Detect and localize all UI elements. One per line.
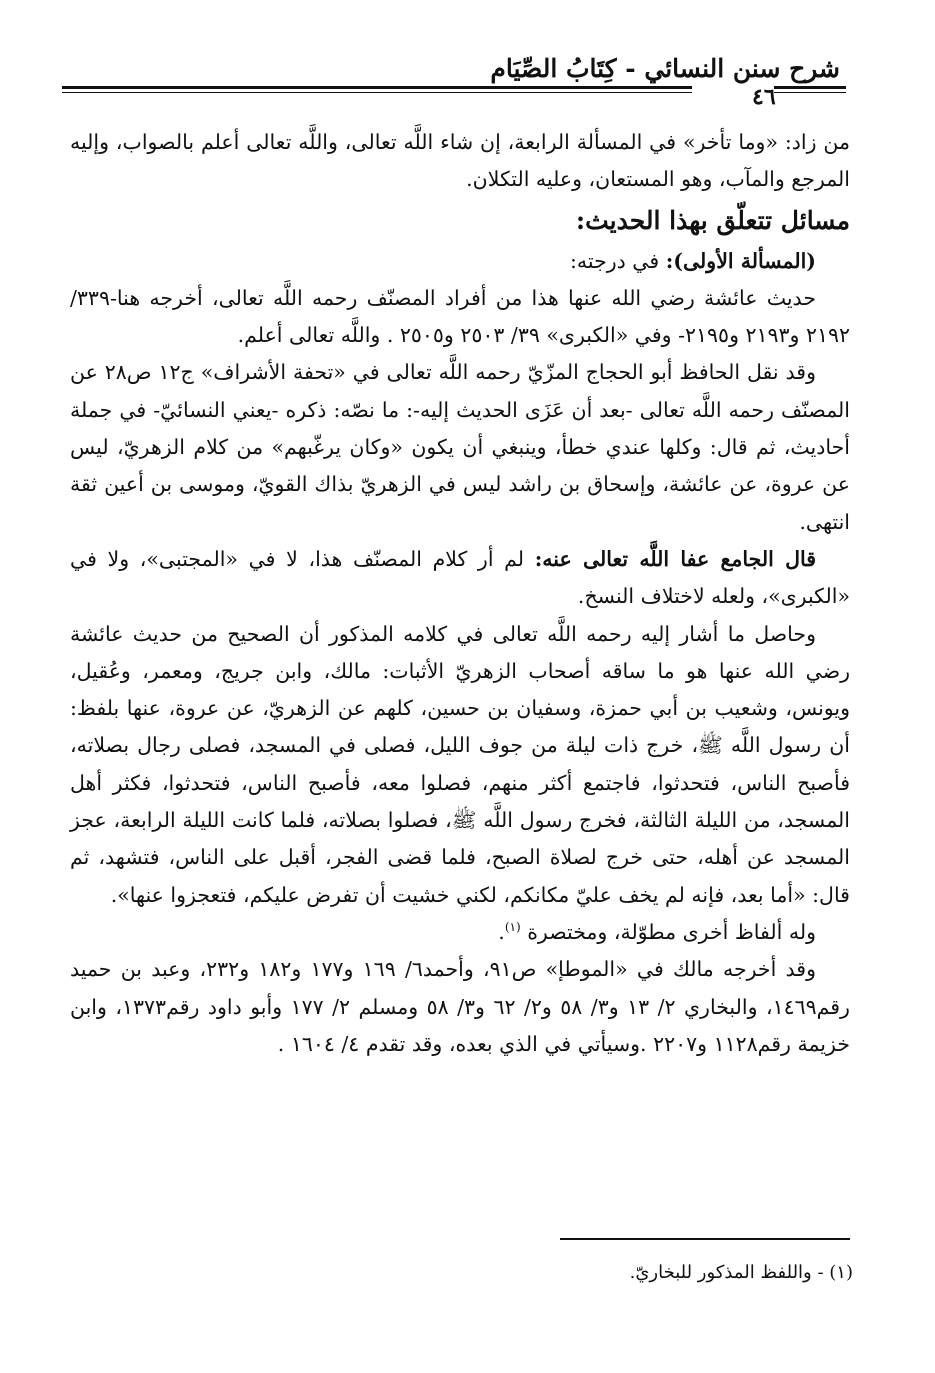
paragraph-4 (70, 541, 850, 616)
issue-1-text: في درجته: (569, 248, 660, 273)
page-header (62, 48, 852, 108)
issue-1-label: (المسألة الأولى): (665, 248, 816, 273)
header-rule (62, 86, 692, 89)
paragraph-6: وله ألفاظ أخرى مطوّلة، ومختصرة $^{(١)}$. (498, 919, 816, 944)
footnote-separator (560, 1238, 850, 1240)
footnote: (١) - واللفظ المذكور للبخاريّ. (629, 1262, 853, 1283)
paragraph-7: وقد أخرجه مالك في «الموطإ» ص٩١، وأحمد٦/ ١٦٩ و١٧٧ و١٨٢ و٢٣٢، وعبد بن حميد رقم١٤٦٩، والبخاري ٢/ ١٣ و٣/ ٥٨ و٢/ ٦٢ و٣/ ٥٨ ومسلم ٢/ ١٧٧ وأبو داود رقم١٣٧٣، وابن خزيمة رقم١١٢٨ و٢٢٠٧ .وسيأتي في الذي بعده، وقد تقدم ٤/ ١٦٠٤ . (70, 957, 850, 1056)
footnote-ref: (١) (504, 920, 521, 935)
paragraph-1: من زاد: «وما تأخر» في المسألة الرابعة، إن شاء اللَّه تعالى، واللَّه تعالى أعلم بالصواب، وإليه المرجع والمآب، وهو المستعان، وعليه التكلان. (70, 130, 850, 192)
paragraph-5: وحاصل ما أشار إليه رحمه اللَّه تعالى في كلامه المذكور أن الصحيح من حديث عائشة رضي الله عنها هو ما ساقه أصحاب الزهريّ الأثبات: مالك، وابن جريج، ومعمر، وعُقيل، ويونس، وشعيب بن أبي حمزة، وسفيان بن حسين، كلهم عن الزهريّ، عن عروة، عنها بلفظ: أن رسول اللَّه ﷺ، خرج ذات ليلة من جوف الليل، فصلى في المسجد، فصلى رجال بصلاته، فأصبح الناس، فتحدثوا، فاجتمع أكثر منهم، فصلوا معه، فأصبح الناس، فتحدثوا، فكثر أهل المسجد، من الليلة الثالثة، فخرج رسول اللَّه ﷺ، فصلوا بصلاته، فلما كانت الليلة الرابعة، عجز المسجد عن أهله، حتى خرج لصلاة الصبح، فلما قضى الفجر، أقبل على الناس، فتشهد، ثم قال: «أما بعد، فإنه لم يخف عليّ مكانكم، لكني خشيت أن تفرض عليكم، فتعجزوا عنها». (70, 621, 850, 907)
page-number: ٤٦ (752, 84, 776, 110)
issue-1 (70, 243, 850, 280)
compiler-note-text: لم أر كلام المصنّف هذا، لا في «المجتبى»، ولا في «الكبرى»، ولعله لاختلاف النسخ. (70, 546, 850, 609)
paragraph-2: حديث عائشة رضي الله عنها هذا من أفراد المصنّف رحمه اللَّه تعالى، أخرجه هنا-٣٣٩/ ٢١٩٢ و٢١٩٣ و٢١٩٥- وفي «الكبرى» ٣٩/ ٢٥٠٣ و٢٥٠٥ . واللَّه تعالى أعلم. (70, 285, 850, 348)
header-rule-thin (62, 92, 692, 93)
paragraph-6-text: وله ألفاظ أخرى مطوّلة، ومختصرة (527, 919, 816, 944)
header-rule-short-thin (774, 92, 846, 93)
running-title: شرح سنن النسائي - كِتَابُ الصِّيَام (490, 54, 840, 83)
section-heading: مسائل تتعلّق بهذا الحديث: (575, 205, 850, 235)
compiler-note-lead: قال الجامع عفا اللَّه تعالى عنه: (534, 546, 817, 571)
paragraph-3: وقد نقل الحافظ أبو الحجاج المزّيّ رحمه اللَّه تعالى في «تحفة الأشراف» ج١٢ ص٢٨ عن المصنّف رحمه اللَّه تعالى -بعد أن عَزَى الحديث إليه-: ما نصّه: ذكره -يعني النسائيّ- في جملة أحاديث، ثم قال: وكلها عندي خطأ، وينبغي أن يكون «وكان يرغّبهم» من كلام الزهريّ، ليس عن عروة، عن عائشة، وإسحاق بن راشد ليس في الزهريّ بذاك القويّ، وموسى بن أعين ثقة انتهى. (70, 360, 850, 534)
header-rule-short (774, 86, 846, 89)
page-body (70, 124, 850, 1063)
